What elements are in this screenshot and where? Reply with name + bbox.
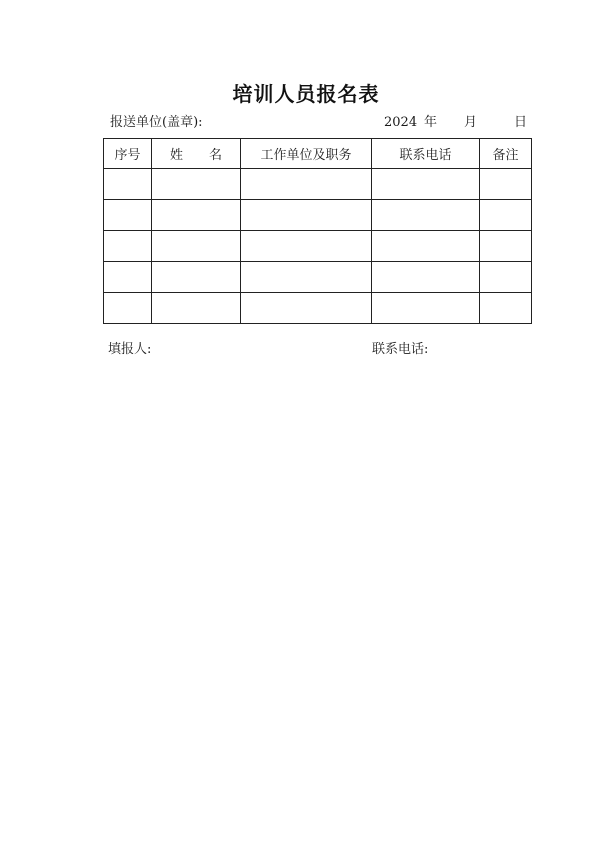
- table-row: [104, 293, 532, 324]
- date-year-label: 年: [424, 115, 438, 130]
- filler-label: 填报人:: [108, 342, 152, 357]
- table-row: [104, 169, 532, 200]
- table-cell: [480, 293, 532, 324]
- table-cell: [480, 169, 532, 200]
- table-cell: [372, 231, 480, 262]
- date-line: [384, 111, 527, 130]
- form-title: 培训人员报名表: [232, 82, 380, 106]
- table-cell: [152, 293, 241, 324]
- header-contact-phone: 联系电话: [372, 139, 480, 169]
- table-cell: [104, 262, 152, 293]
- table-row: [104, 231, 532, 262]
- table-cell: [104, 293, 152, 324]
- header-name: 姓 名: [152, 139, 241, 169]
- table-cell: [241, 293, 372, 324]
- submission-line: [110, 111, 530, 129]
- table-cell: [152, 262, 241, 293]
- table-cell: [241, 262, 372, 293]
- table-cell: [152, 231, 241, 262]
- header-remarks: 备注: [480, 139, 532, 169]
- table-cell: [241, 169, 372, 200]
- contact-phone-label: 联系电话:: [372, 342, 429, 357]
- table-cell: [152, 200, 241, 231]
- table-cell: [241, 200, 372, 231]
- date-day-label: 日: [514, 115, 528, 130]
- table-cell: [152, 169, 241, 200]
- registration-table: [103, 138, 532, 324]
- date-year: 2024: [384, 115, 418, 130]
- table-row: [104, 200, 532, 231]
- submitting-unit-label: 报送单位(盖章):: [110, 115, 203, 130]
- table-cell: [372, 169, 480, 200]
- table-cell: [104, 231, 152, 262]
- table-cell: [104, 169, 152, 200]
- table-cell: [480, 200, 532, 231]
- table-cell: [372, 200, 480, 231]
- header-work-unit-position: 工作单位及职务: [241, 139, 372, 169]
- table-cell: [480, 231, 532, 262]
- table-cell: [480, 262, 532, 293]
- table-cell: [241, 231, 372, 262]
- table-cell: [372, 293, 480, 324]
- table-cell: [104, 200, 152, 231]
- table-row: [104, 262, 532, 293]
- table-header-row: [104, 139, 532, 169]
- table-cell: [372, 262, 480, 293]
- header-serial-no: 序号: [104, 139, 152, 169]
- date-month-label: 月: [464, 115, 478, 130]
